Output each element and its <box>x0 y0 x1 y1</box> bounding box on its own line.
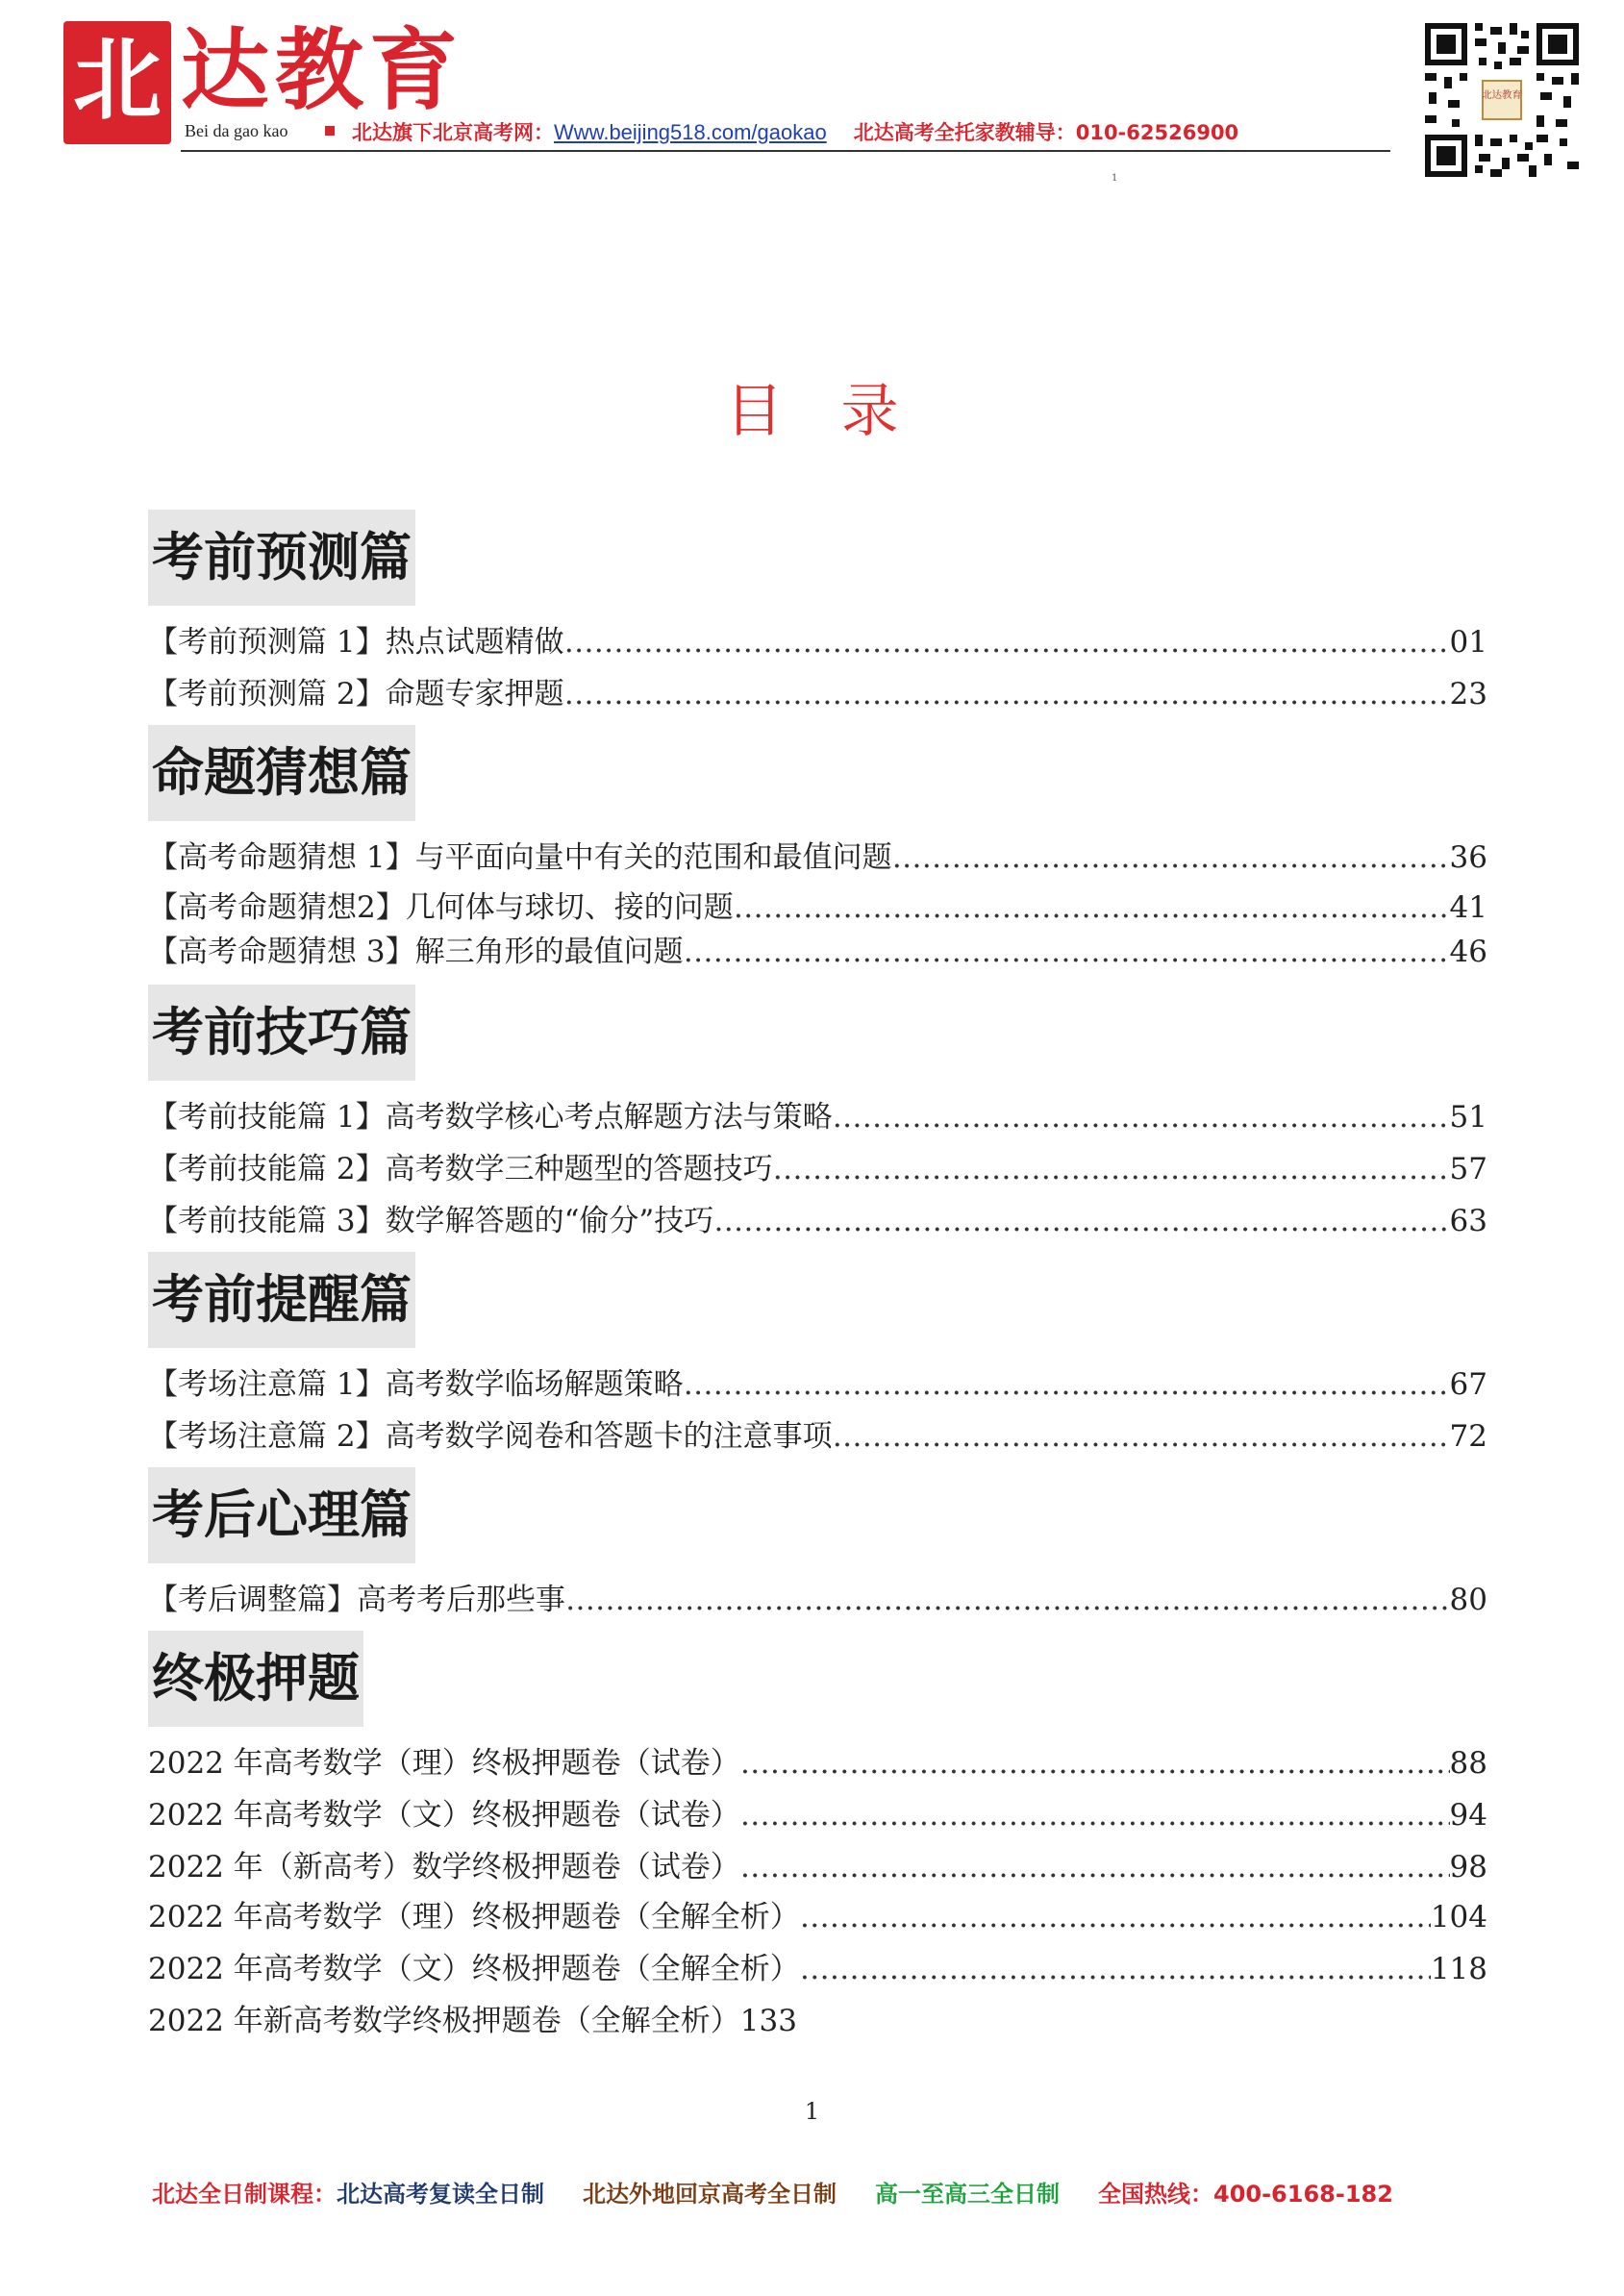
section-heading: 终极押题 <box>148 1631 363 1727</box>
logo-char: 北 <box>72 28 162 132</box>
toc-entry[interactable] <box>148 931 1487 973</box>
toc-entry-page: 88 <box>1449 1746 1487 1781</box>
brand-name: 达教育 <box>181 18 464 122</box>
section-heading: 考前预测篇 <box>148 510 415 606</box>
toc-entry-page: 133 <box>739 2004 797 2038</box>
toc-entry-page: 41 <box>1449 890 1487 925</box>
toc-entry-label: 2022 年新高考数学终极押题卷（全解全析） <box>148 2004 740 2038</box>
leader-dots <box>892 836 1450 879</box>
toc-entry-label: 【考前技能篇 3】数学解答题的“偷分”技巧 <box>148 1204 714 1238</box>
footer-course-highschool: 高一至高三全日制 <box>875 2181 1060 2208</box>
leader-dots <box>833 1096 1450 1138</box>
toc-entry[interactable] <box>148 1896 1487 1938</box>
footer <box>152 2175 1432 2209</box>
leader-dots <box>800 1948 1431 1990</box>
toc-entry[interactable] <box>148 1148 1487 1190</box>
toc-entry-label: 2022 年高考数学（理）终极押题卷（全解全析） <box>148 1900 800 1934</box>
logo <box>63 21 171 144</box>
toc-entry-label: 【考前预测篇 1】热点试题精做 <box>148 625 564 660</box>
toc-entry[interactable] <box>148 621 1487 663</box>
brand-pinyin: Bei da gao kao <box>185 121 288 140</box>
section-heading: 考前提醒篇 <box>148 1252 415 1348</box>
toc-entry-label: 【考后调整篇】高考考后那些事 <box>148 1583 565 1617</box>
leader-dots <box>740 1846 1450 1888</box>
toc-entry-page: 104 <box>1430 1900 1487 1934</box>
toc-entry-label: 2022 年高考数学（文）终极押题卷（试卷） <box>148 1798 740 1833</box>
leader-dots <box>713 1200 1449 1242</box>
toc-entry-label: 2022 年高考数学（文）终极押题卷（全解全析） <box>148 1952 800 1986</box>
toc-entry-label: 2022 年（新高考）数学终极押题卷（试卷） <box>148 1850 740 1884</box>
toc-entry[interactable] <box>148 1579 1487 1621</box>
toc-entry-page: 46 <box>1449 935 1487 969</box>
toc-entry[interactable] <box>148 1096 1487 1138</box>
page-number: 1 <box>804 2098 820 2125</box>
page-title: 目录 <box>725 378 957 445</box>
qr-code-icon <box>1421 19 1583 181</box>
tutor-label: 北达高考全托家教辅导：010-62526900 <box>853 121 1239 144</box>
section-heading: 考后心理篇 <box>148 1467 415 1563</box>
leader-dots <box>684 931 1450 973</box>
toc-entry[interactable] <box>148 836 1487 879</box>
toc-entry[interactable] <box>148 1363 1487 1406</box>
toc-entry-page: 36 <box>1449 840 1487 875</box>
leader-dots <box>740 1742 1450 1784</box>
leader-dots <box>684 1363 1450 1406</box>
footer-course-return: 北达外地回京高考全日制 <box>583 2181 837 2208</box>
leader-dots <box>833 1415 1450 1458</box>
toc-entry-label: 【考前预测篇 2】命题专家押题 <box>148 677 564 711</box>
toc-entry-label: 【高考命题猜想 3】解三角形的最值问题 <box>148 935 684 969</box>
toc-entry-label: 【考前技能篇 1】高考数学核心考点解题方法与策略 <box>148 1100 833 1135</box>
toc-entry-label: 【高考命题猜想2】几何体与球切、接的问题 <box>148 890 734 925</box>
toc-entry-label: 【考场注意篇 1】高考数学临场解题策略 <box>148 1367 684 1402</box>
header-info <box>352 117 1238 146</box>
tiny-mark: 1 <box>1112 173 1118 184</box>
toc-entry-page: 01 <box>1449 625 1487 660</box>
toc-entry[interactable] <box>148 1846 1487 1888</box>
toc-entry[interactable] <box>148 1794 1487 1836</box>
footer-label: 北达全日制课程： <box>152 2181 337 2208</box>
site-link[interactable]: Www.beijing518.com/gaokao <box>554 120 827 144</box>
toc-entry-page: 94 <box>1449 1798 1487 1833</box>
toc-entry[interactable] <box>148 886 1487 929</box>
footer-hotline: 全国热线：400-6168-182 <box>1098 2181 1393 2208</box>
toc-entry-page: 80 <box>1449 1583 1487 1617</box>
toc-entry[interactable] <box>148 1742 1487 1784</box>
leader-dots <box>740 1794 1450 1836</box>
qr-center-text: 北达教育 <box>1482 89 1522 101</box>
toc-entry-page: 63 <box>1449 1204 1487 1238</box>
toc-entry-page: 57 <box>1449 1152 1487 1186</box>
toc-entry-page: 67 <box>1449 1367 1487 1402</box>
toc-entry[interactable] <box>148 673 1487 715</box>
leader-dots <box>800 1896 1431 1938</box>
section-heading: 命题猜想篇 <box>148 725 415 821</box>
toc-entry-label: 【高考命题猜想 1】与平面向量中有关的范围和最值问题 <box>148 840 892 875</box>
toc-entry[interactable] <box>148 2000 1487 2042</box>
toc-entry-label: 2022 年高考数学（理）终极押题卷（试卷） <box>148 1746 740 1781</box>
toc-entry-label: 【考场注意篇 2】高考数学阅卷和答题卡的注意事项 <box>148 1419 833 1454</box>
toc-entry[interactable] <box>148 1948 1487 1990</box>
toc-entry-page: 23 <box>1449 677 1487 711</box>
leader-dots <box>734 886 1450 929</box>
toc-entry-page: 51 <box>1449 1100 1487 1135</box>
toc-entry-page: 72 <box>1449 1419 1487 1454</box>
leader-dots <box>773 1148 1450 1190</box>
leader-dots <box>564 673 1450 715</box>
toc-entry[interactable] <box>148 1415 1487 1458</box>
section-heading: 考前技巧篇 <box>148 985 415 1081</box>
toc-entry-page: 118 <box>1430 1952 1487 1986</box>
leader-dots <box>564 621 1450 663</box>
leader-dots <box>565 1579 1450 1621</box>
toc-entry-page: 98 <box>1449 1850 1487 1884</box>
bullet-square-icon <box>325 126 335 136</box>
header-rule <box>181 150 1390 152</box>
footer-course-repeat: 北达高考复读全日制 <box>337 2181 544 2208</box>
toc-entry[interactable] <box>148 1200 1487 1242</box>
site-label: 北达旗下北京高考网： <box>352 121 554 144</box>
toc-entry-label: 【考前技能篇 2】高考数学三种题型的答题技巧 <box>148 1152 773 1186</box>
